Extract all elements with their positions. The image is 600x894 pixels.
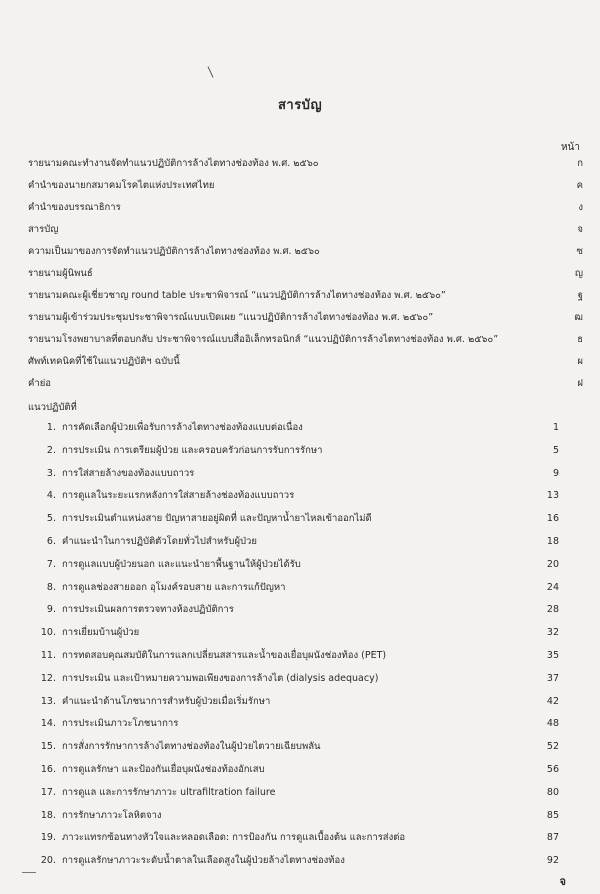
entry-page: ธ: [577, 334, 583, 345]
chapter-number: 15.: [40, 741, 56, 753]
scan-mark: [208, 66, 214, 77]
chapter-number: 9.: [46, 604, 56, 616]
chapter-number: 20.: [40, 855, 56, 867]
entry-title: ความเป็นมาของการจัดทำแนวปฏิบัติการล้างไตทางช่องท้อง พ.ศ. ๒๕๖๐: [28, 246, 320, 257]
toc-entry: [28, 376, 583, 398]
chapter-title: คำแนะนำด้านโภชนาการสำหรับผู้ป่วยเมื่อเริ่มรักษา: [62, 695, 271, 707]
page-title: สารบัญ: [277, 98, 323, 113]
chapter-page: 52: [546, 741, 559, 753]
chapter-title: การคัดเลือกผู้ป่วยเพื่อรับการล้างไตทางช่องท้องแบบต่อเนื่อง: [62, 422, 303, 433]
front-matter-list: [28, 156, 583, 398]
chapter-number: 10.: [40, 627, 56, 639]
chapter-number: 14.: [40, 718, 56, 730]
chapter-number: 13.: [40, 695, 56, 707]
chapter-page: 42: [546, 695, 559, 707]
entry-page: ง: [578, 202, 583, 213]
toc-entry: [28, 222, 583, 244]
chapter-page: 87: [546, 832, 559, 844]
entry-title: คำย่อ: [28, 378, 51, 389]
entry-title: รายนามผู้นิพนธ์: [28, 268, 93, 279]
chapter-list: [34, 420, 559, 876]
chapter-page: 9: [552, 467, 559, 479]
chapter-entry: [34, 557, 559, 580]
page-column-label: หน้า: [560, 142, 580, 153]
chapter-entry: [34, 853, 559, 876]
toc-entry: [28, 266, 583, 288]
chapter-number: 4.: [46, 490, 56, 502]
entry-title: รายนามโรงพยาบาลที่ตอบกลับ ประชาพิจารณ์แบบสื่ออิเล็กทรอนิกส์ “แนวปฏิบัติการล้างไตทางช่องท้อง พ.ศ. ๒๕๖๐”: [28, 334, 499, 345]
chapter-page: 35: [546, 649, 559, 661]
chapter-entry: [34, 739, 559, 762]
chapter-number: 17.: [40, 786, 56, 798]
chapter-page: 16: [546, 513, 559, 525]
chapter-entry: [34, 694, 559, 717]
chapter-page: 24: [546, 581, 559, 593]
entry-page: ค: [576, 180, 583, 191]
toc-entry: [28, 354, 583, 376]
chapter-number: 8.: [46, 581, 56, 593]
toc-entry: [28, 288, 583, 310]
chapter-entry: [34, 511, 559, 534]
chapter-title: การรักษาภาวะโลหิตจาง: [62, 809, 162, 821]
chapter-number: 12.: [40, 672, 56, 684]
chapter-page: 56: [546, 763, 559, 775]
entry-page: ซ: [576, 246, 583, 257]
chapter-title: การประเมินผลการตรวจทางห้องปฏิบัติการ: [62, 604, 234, 616]
chapter-entry: [34, 488, 559, 511]
entry-title: คำนำของนายกสมาคมโรคไตแห่งประเทศไทย: [28, 180, 215, 191]
chapter-page: 20: [546, 558, 559, 570]
chapter-number: 2.: [46, 444, 56, 456]
entry-title: รายนามคณะผู้เชี่ยวชาญ round table ประชาพิจารณ์ “แนวปฏิบัติการล้างไตทางช่องท้อง พ.ศ. ๒๕๖๐”: [28, 290, 446, 301]
chapter-entry: [34, 762, 559, 785]
toc-entry: [28, 156, 583, 178]
chapter-title: การดูแลช่องสายออก อุโมงค์รอบสาย และการแก้ปัญหา: [62, 581, 286, 593]
chapter-entry: [34, 830, 559, 853]
toc-entry: [28, 244, 583, 266]
chapter-page: 32: [546, 627, 559, 639]
chapter-number: 1.: [46, 422, 56, 433]
chapter-page: 18: [546, 535, 559, 547]
entry-page: ฐ: [577, 290, 583, 301]
chapter-number: 3.: [46, 467, 56, 479]
entry-page: ญ: [574, 268, 583, 279]
chapter-page: 13: [546, 490, 559, 502]
chapter-title: การเยี่ยมบ้านผู้ป่วย: [62, 627, 140, 639]
chapter-title: คำแนะนำในการปฏิบัติตัวโดยทั่วไปสำหรับผู้ป่วย: [62, 535, 257, 547]
chapter-entry: [34, 443, 559, 466]
toc-entry: [28, 332, 583, 354]
chapter-number: 7.: [46, 558, 56, 570]
chapter-title: ภาวะแทรกซ้อนทางหัวใจและหลอดเลือด: การป้องกัน การดูแลเบื้องต้น และการส่งต่อ: [62, 832, 406, 844]
entry-title: รายนามผู้เข้าร่วมประชุมประชาพิจารณ์แบบเปิดเผย “แนวปฏิบัติการล้างไตทางช่องท้อง พ.ศ. ๒๕๖๐”: [28, 312, 434, 323]
scan-mark: [22, 872, 36, 873]
chapter-title: การประเมิน และเป้าหมายความพอเพียงของการล้างไต (dialysis adequacy): [62, 672, 379, 684]
toc-entry: [28, 200, 583, 222]
chapter-entry: [34, 625, 559, 648]
chapter-title: การทดสอบคุณสมบัติในการแลกเปลี่ยนสสารและน้ำของเยื่อบุผนังช่องท้อง (PET): [62, 649, 387, 661]
chapter-number: 16.: [40, 763, 56, 775]
chapter-entry: [34, 808, 559, 831]
chapter-page: 1: [552, 422, 559, 433]
chapter-number: 5.: [46, 513, 56, 525]
chapter-page: 28: [546, 604, 559, 616]
chapter-entry: [34, 671, 559, 694]
toc-entry: [28, 178, 583, 200]
entry-title: ศัพท์เทคนิคที่ใช้ในแนวปฏิบัติฯ ฉบับนี้: [28, 356, 180, 367]
chapter-title: การดูแลแบบผู้ป่วยนอก และแนะนำยาพื้นฐานให้ผู้ป่วยได้รับ: [62, 558, 301, 570]
entry-title: สารบัญ: [28, 224, 59, 235]
chapter-page: 80: [546, 786, 559, 798]
entry-page: ฝ: [577, 378, 583, 389]
chapter-entry: [34, 602, 559, 625]
chapter-page: 37: [546, 672, 559, 684]
chapter-page: 5: [552, 444, 559, 456]
chapter-title: การดูแลในระยะแรกหลังการใส่สายล้างช่องท้องแบบถาวร: [62, 490, 295, 502]
footer-page-number: จ: [559, 875, 566, 888]
chapter-entry: [34, 420, 559, 443]
entry-page: ผ: [577, 356, 583, 367]
toc-entry: [28, 310, 583, 332]
chapter-page: 85: [546, 809, 559, 821]
chapter-title: การดูแลรักษาภาวะระดับน้ำตาลในเลือดสูงในผู้ป่วยล้างไตทางช่องท้อง: [62, 855, 345, 867]
chapter-number: 6.: [46, 535, 56, 547]
entry-title: คำนำของบรรณาธิการ: [28, 202, 121, 213]
entry-title: รายนามคณะทำงานจัดทำแนวปฏิบัติการล้างไตทางช่องท้อง พ.ศ. ๒๕๖๐: [28, 158, 319, 169]
entry-page: จ: [577, 224, 583, 235]
chapter-entry: [34, 466, 559, 489]
chapter-entry: [34, 534, 559, 557]
chapter-title: การสั่งการรักษาการล้างไตทางช่องท้องในผู้ป่วยไตวายเฉียบพลัน: [62, 741, 321, 753]
chapter-title: การประเมินตำแหน่งสาย ปัญหาสายอยู่ผิดที่ และปัญหาน้ำยาไหลเข้าออกไม่ดี: [62, 513, 372, 525]
chapter-number: 18.: [40, 809, 56, 821]
section-heading: แนวปฏิบัติที่: [28, 402, 77, 413]
chapter-title: การดูแล และการรักษาภาวะ ultrafiltration failure: [62, 786, 276, 798]
chapter-page: 48: [546, 718, 559, 730]
chapter-title: การดูแลรักษา และป้องกันเยื่อบุผนังช่องท้องอักเสบ: [62, 763, 265, 775]
chapter-title: การประเมินภาวะโภชนาการ: [62, 718, 179, 730]
chapter-entry: [34, 648, 559, 671]
chapter-number: 19.: [40, 832, 56, 844]
entry-page: ก: [577, 158, 583, 169]
entry-page: ฒ: [574, 312, 583, 323]
chapter-entry: [34, 716, 559, 739]
chapter-title: การใส่สายล้างของท้องแบบถาวร: [62, 467, 195, 479]
chapter-entry: [34, 580, 559, 603]
chapter-entry: [34, 785, 559, 808]
chapter-number: 11.: [40, 649, 56, 661]
chapter-title: การประเมิน การเตรียมผู้ป่วย และครอบครัวก่อนการรับการรักษา: [62, 444, 323, 456]
chapter-page: 92: [546, 855, 559, 867]
